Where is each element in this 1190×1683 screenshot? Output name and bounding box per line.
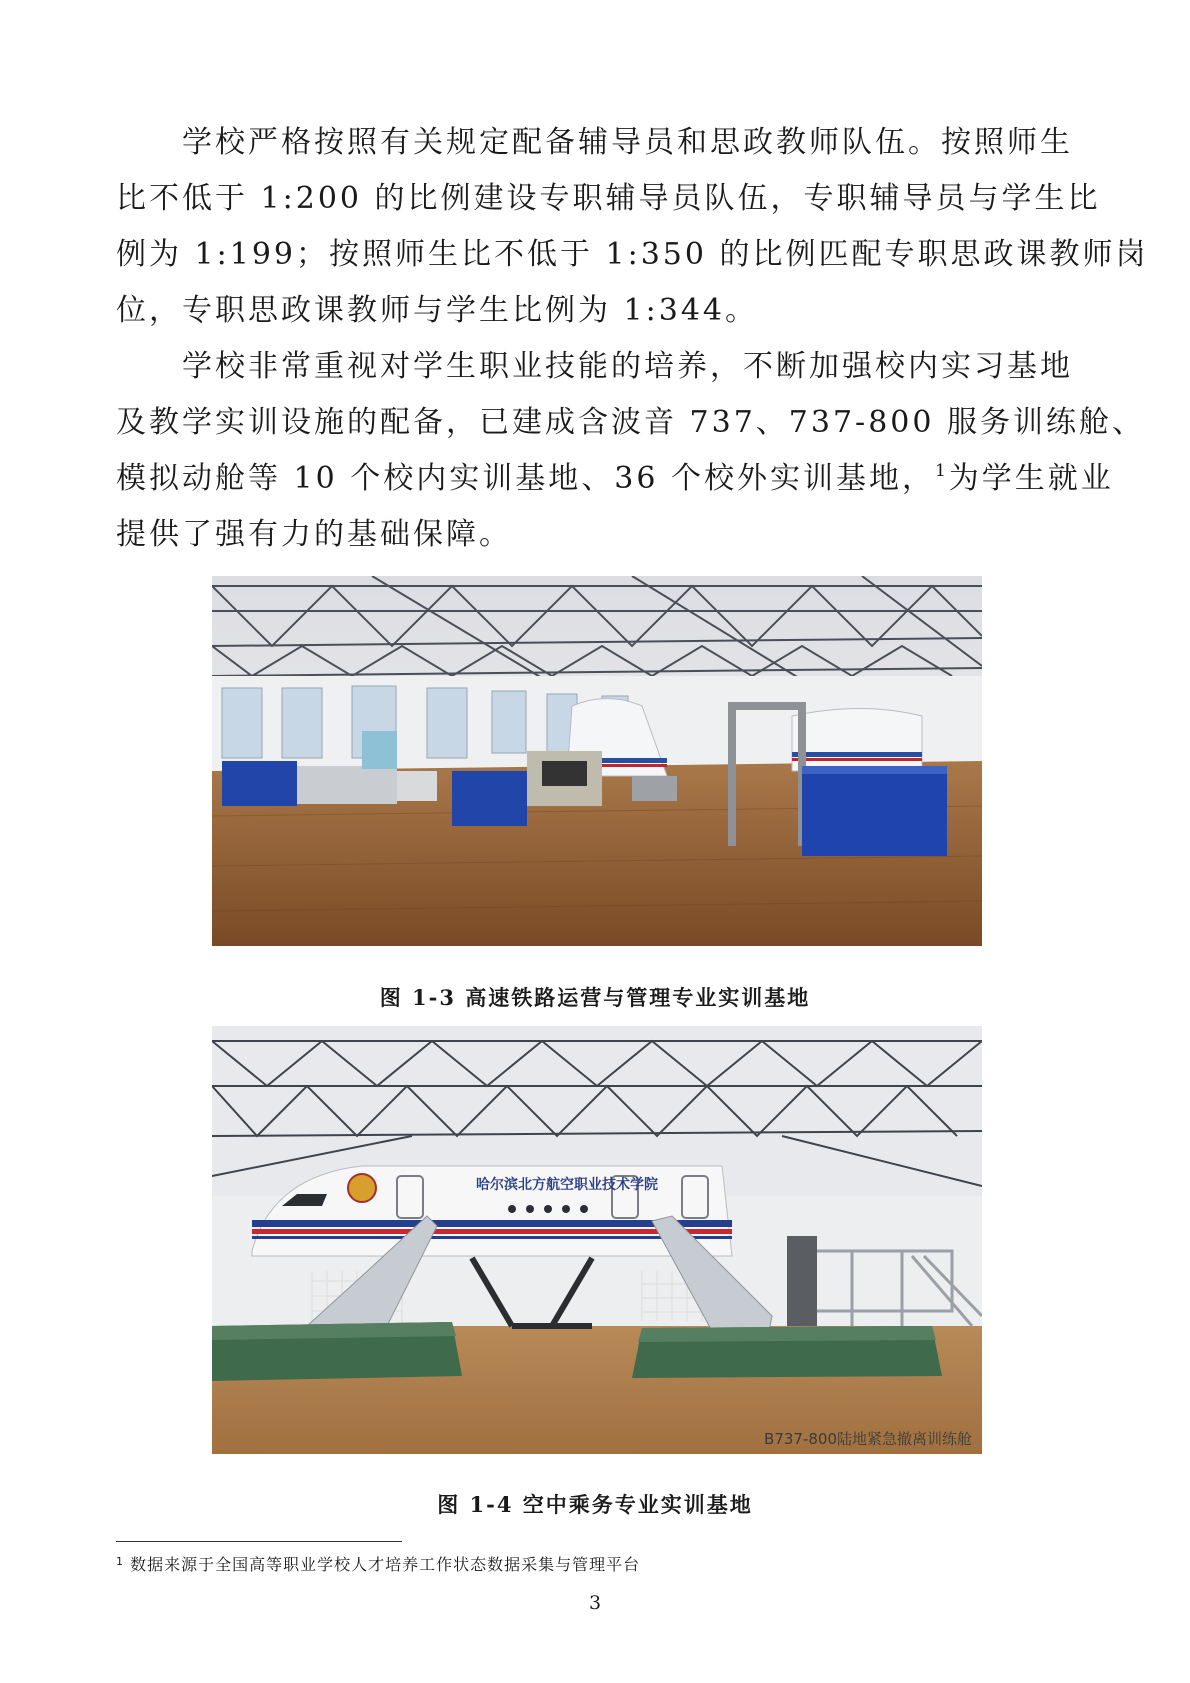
figure-caption: 图 1-4 空中乘务专业实训基地 [437, 1492, 753, 1517]
text-line: 提供了强有力的基础保障。 [116, 517, 512, 552]
paragraph-2 [116, 339, 1145, 563]
footnote-divider [116, 1541, 402, 1542]
footnote-text: 数据来源于全国高等职业学校人才培养工作状态数据采集与管理平台 [130, 1555, 641, 1574]
text-line: 及教学实训设施的配备，已建成含波音 737、737-800 服务训练舱、 [116, 405, 1145, 440]
photo-watermark: B737-800陆地紧急撤离训练舱 [764, 1430, 972, 1448]
figure-cabin-crew-training-base [212, 1026, 982, 1454]
footnote-marker: 1 [116, 1555, 124, 1568]
text-segment: 为学生就业 [948, 461, 1114, 496]
text-line: 学校严格按照有关规定配备辅导员和思政教师队伍。按照师生 [182, 125, 1073, 160]
text-segment: 模拟动舱等 10 个校内实训基地、36 个校外实训基地， [116, 461, 935, 496]
text-line: 位，专职思政课教师与学生比例为 1:344。 [116, 293, 758, 328]
text-line: 例为 1:199；按照师生比不低于 1:350 的比例匹配专职思政课教师岗 [116, 237, 1149, 272]
footnote [116, 1552, 640, 1575]
page-number: 3 [588, 1592, 602, 1614]
footnote-ref[interactable]: 1 [934, 461, 949, 481]
paragraph-1 [116, 115, 1149, 339]
figure-caption: 图 1-3 高速铁路运营与管理专业实训基地 [379, 985, 811, 1010]
text-line [116, 451, 1114, 507]
text-line: 学校非常重视对学生职业技能的培养，不断加强校内实习基地 [182, 349, 1073, 384]
fuselage-lettering: 哈尔滨北方航空职业技术学院 [476, 1177, 658, 1193]
figure-railway-training-base [212, 576, 982, 946]
aircraft-cabin-trainer-photo [212, 1026, 982, 1454]
railway-hall-photo [212, 576, 982, 946]
text-line: 比不低于 1:200 的比例建设专职辅导员队伍，专职辅导员与学生比 [116, 181, 1101, 216]
